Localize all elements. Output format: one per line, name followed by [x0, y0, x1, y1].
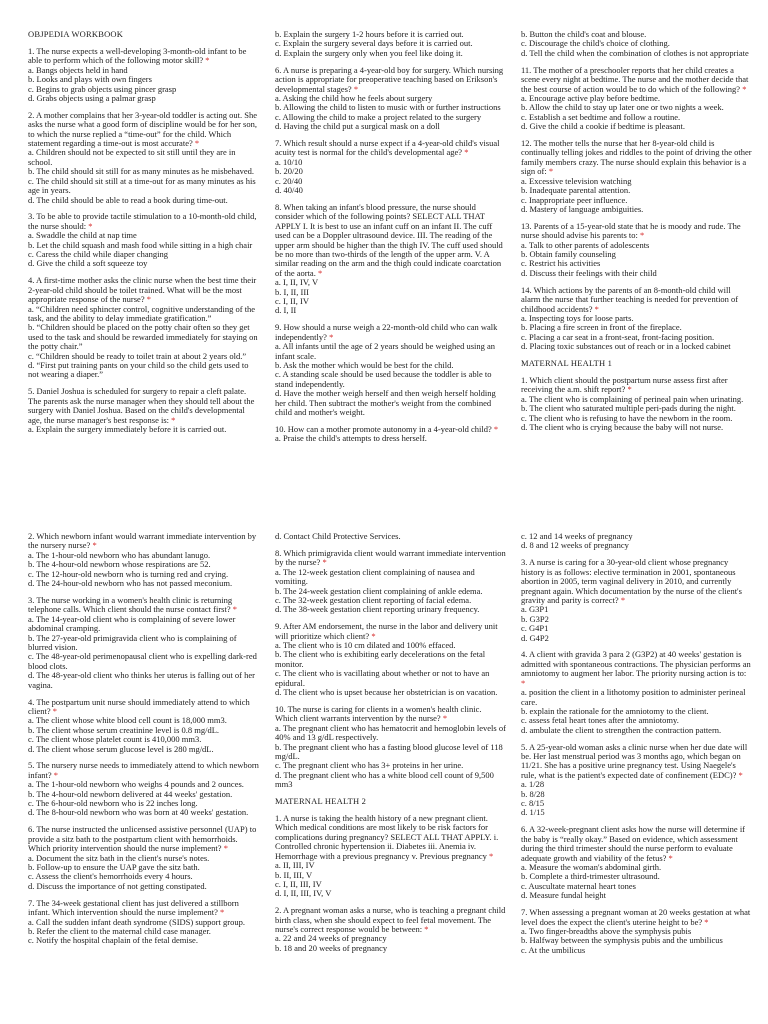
answer-option: b. Halfway between the symphysis pubis and the umbilicus	[521, 935, 723, 946]
question-stem	[28, 532, 259, 551]
answer-option: b. The 4-hour-old newborn delivered at 44 weeks' gestation.	[28, 788, 233, 799]
answer-option: b. The 24-week gestation client complaining of ankle edema.	[275, 585, 483, 596]
question	[521, 139, 752, 214]
question	[28, 212, 259, 268]
question-stem	[28, 212, 259, 231]
answer-option: d. The 8-hour-old newborn who was born at 40 weeks' gestation.	[28, 807, 249, 818]
answer-option: d. Give the child a cookie if bedtime is pleasant.	[521, 121, 686, 132]
answer-option: b. Obtain family counseling	[521, 249, 616, 260]
answer-option: c. The pregnant client who has 3+ proteins in her urine.	[275, 760, 464, 771]
question-stem	[28, 387, 259, 425]
answer-option: a. G3P1	[521, 604, 549, 615]
answer-option: d. 1/15	[521, 807, 545, 818]
question-text: 4. The postpartum unit nurse should immediately attend to which client?	[28, 696, 250, 716]
question-text: 5. The nursery nurse needs to immediately attend to which newborn infant?	[28, 760, 259, 780]
required-asterisk: *	[220, 907, 225, 918]
question	[28, 532, 259, 588]
question	[275, 203, 506, 316]
answer-option: b. 8/28	[521, 788, 545, 799]
answer-option: a. “Children need sphincter control, cognitive understanding of the task, and the ability to delay immediate gratification.”	[28, 303, 256, 323]
answer-option: d. The client who is crying because the baby will not nurse.	[521, 422, 724, 433]
answer-option: d. G4P2	[521, 632, 549, 643]
question-text: 11. The mother of a preschooler reports that her child creates a scene every night at bedtime. The nurse and the mother decide that the best course of action would be to do which of the following?	[521, 64, 749, 94]
required-asterisk: *	[322, 557, 327, 568]
required-asterisk: *	[548, 166, 554, 177]
answer-option: a. Two finger-breadths above the symphysis pubis	[521, 925, 692, 936]
answer-option: d. Mastery of language ambiguities.	[521, 203, 644, 214]
question	[521, 825, 752, 900]
answer-option: c. 20/40	[275, 175, 303, 186]
answer-option: d. The 38-week gestation client reporting urinary frequency.	[275, 604, 480, 615]
answer-option: b. The client whose serum creatinine level is 0.8 mg/dL.	[28, 724, 220, 735]
answer-option: d. Discuss their feelings with their child	[521, 267, 657, 278]
text-column	[28, 30, 259, 442]
answer-option: c. The client whose platelet count is 410,000 mm3.	[28, 734, 202, 745]
required-asterisk: *	[232, 604, 237, 615]
question-stem	[521, 66, 752, 94]
question-stem	[275, 139, 506, 158]
question-stem	[275, 323, 506, 342]
question-text: 10. How can a mother promote autonomy in a 4-year-old child?	[275, 423, 492, 434]
question-stem	[28, 111, 259, 149]
question-text: 5. A 25-year-old woman asks a clinic nurse when her due date will be. Her last menstrual period was 3 months ago, which began on 11/21. She has a positive urine pregnancy test. Using Naegele's rule, what is the patient's expected date of confinement (EDC)?	[521, 741, 748, 780]
question-stem	[275, 549, 506, 568]
question-text: 12. The mother tells the nurse that her 8-year-old child is continually telling jokes and riddles to the point of driving the other family members crazy. The nurse should explain this behavior is a sign of:	[521, 138, 752, 177]
question-text: 7. The 34-week gestational client has just delivered a stillborn infant. Which intervention should the nurse implement?	[28, 897, 239, 918]
required-asterisk: *	[329, 331, 334, 342]
question-stem	[28, 825, 259, 853]
question-text: 2. A pregnant woman asks a nurse, who is teaching a pregnant child birth class, when she should expect to feel fetal movement. The nurse's correct response would be between:	[275, 905, 506, 935]
answer-option: c. Auscultate maternal heart tones	[521, 880, 636, 891]
question-stem	[521, 139, 752, 177]
required-asterisk: *	[464, 147, 469, 158]
answer-option: b. Button the child's coat and blouse.	[521, 29, 647, 39]
lower-half	[0, 532, 768, 1002]
answer-option: c. G4P1	[521, 623, 549, 634]
answer-option: b. Refer the client to the maternal child case manager.	[28, 925, 211, 936]
answer-option: a. Measure the woman's abdominal girth.	[521, 862, 662, 872]
question-stem	[28, 47, 259, 66]
answer-option: a. Asking the child how he feels about surgery	[275, 92, 433, 103]
question-stem	[521, 376, 752, 395]
question-text: 6. A 32-week-pregnant client asks how the nurse will determine if the baby is “really okay.” Based on evidence, which assessment during the third trimester should the nurse perform to evaluate adequate growth and viability of the fetus?	[521, 824, 746, 863]
required-asterisk: *	[424, 924, 429, 935]
question-text: 6. The nurse instructed the unlicensed assistive personnel (UAP) to provide a sitz bath to the postpartum client with hemorrhoids. Which priority intervention should the nurse implement?	[28, 824, 257, 854]
question	[521, 743, 752, 818]
answer-option: d. The child should be able to read a book during time-out.	[28, 194, 228, 205]
answer-option: c. “Children should be ready to toilet train at about 2 years old.”	[28, 350, 247, 361]
required-asterisk: *	[442, 713, 448, 724]
question-stem	[521, 908, 752, 927]
question	[521, 286, 752, 352]
answer-option: c. I, II, III, IV	[275, 878, 322, 889]
answer-options-continued	[275, 30, 506, 58]
required-asterisk: *	[521, 677, 526, 688]
answer-option: c. The client who is refusing to have the newborn in the room.	[521, 412, 733, 423]
answer-option: b. Looks and plays with own fingers	[28, 74, 152, 85]
question-stem	[28, 899, 259, 918]
question-text: 2. Which newborn infant would warrant immediate intervention by the nursery nurse?	[28, 531, 257, 551]
answer-option: a. Bangs objects held in hand	[28, 64, 128, 75]
section-heading: MATERNAL HEALTH 2	[275, 796, 367, 807]
answer-option: b. G3P2	[521, 613, 549, 624]
question-stem	[275, 906, 506, 934]
answer-option: d. The pregnant client who has a white blood cell count of 9,500 mm3	[275, 769, 494, 790]
answer-option: c. Establish a set bedtime and follow a routine.	[521, 111, 681, 122]
answer-option: b. The client who saturated multiple peri-pads during the night.	[521, 403, 736, 414]
answer-option: b. explain the rationale for the amniotomy to the client.	[521, 705, 709, 716]
question-text: 7. When assessing a pregnant woman at 20 weeks gestation at what level does the expect the client's uterine height to be?	[521, 907, 751, 927]
answer-option: d. Grabs objects using a palmar grasp	[28, 92, 156, 103]
question-stem	[275, 705, 506, 724]
required-asterisk: *	[639, 230, 645, 241]
answer-option: c. Placing a car seat in a front-seat, front-facing position.	[521, 331, 715, 342]
answer-option: a. I, II, IV, V	[275, 277, 319, 288]
answer-option: c. The client who is vacillating about whether or not to have an epidural.	[275, 668, 490, 688]
answer-option: d. Give the child a soft squeeze toy	[28, 258, 148, 269]
answer-option: b. Allow the child to stay up later one or two nights a week.	[521, 102, 724, 113]
required-asterisk: *	[194, 138, 200, 149]
required-asterisk: *	[353, 83, 359, 94]
answer-option: a. The client who is 10 cm dilated and 100% effaced.	[275, 640, 456, 651]
question	[275, 705, 506, 790]
answer-option: b. The pregnant client who has a fasting blood glucose level of 118 mg/dL.	[275, 741, 503, 762]
question-text: 7. Which result should a nurse expect if a 4-year-old child's visual acuity test is normal for the child's developmental age?	[275, 138, 500, 158]
required-asterisk: *	[594, 303, 599, 314]
answer-option: d. 8 and 12 weeks of pregnancy	[521, 540, 629, 551]
answer-option: d. Have the mother weigh herself and then weigh herself holding her child. Then subtract the mother's weight from the combined child and mother's weight.	[275, 388, 496, 418]
question-text: 13. Parents of a 15-year-old state that he is moody and rude. The nurse should advise his parents to:	[521, 220, 741, 241]
answer-option: c. The 32-week gestation client reporting of facial edema.	[275, 594, 472, 605]
question-stem	[521, 286, 752, 314]
answer-option: d. ambulate the client to strengthen the contraction pattern.	[521, 724, 722, 735]
question-text: 6. A nurse is preparing a 4-year-old boy for surgery. Which nursing action is appropriate for preoperative teaching based on Erikson's developmental stages?	[275, 64, 504, 94]
answer-option: c. Discourage the child's choice of clothing.	[521, 38, 670, 49]
question	[521, 66, 752, 132]
required-asterisk: *	[704, 916, 709, 927]
answer-option: c. Inappropriate peer influence.	[521, 194, 628, 205]
answer-option: a. The client whose white blood cell count is 18,000 mm3.	[28, 715, 227, 726]
answer-options-continued	[521, 532, 752, 551]
question-text: 3. The nurse working in a women's health clinic is returning telephone calls. Which client should the nurse contact first?	[28, 594, 233, 615]
required-asterisk: *	[742, 83, 747, 94]
question-text: 9. How should a nurse weigh a 22-month-old child who can walk independently?	[275, 322, 498, 342]
question-stem	[275, 66, 506, 94]
question-stem	[521, 650, 752, 688]
answer-option: b. The 27-year-old primigravida client who is complaining of blurred vision.	[28, 632, 237, 652]
answer-option: c. A standing scale should be used because the toddler is able to stand independently.	[275, 369, 492, 389]
upper-half	[0, 30, 768, 500]
answer-option: c. Restrict his activities	[521, 258, 601, 269]
answer-option: c. The 48-year-old perimenopausal client who is expelling dark-red blood clots.	[28, 651, 257, 671]
required-asterisk: *	[92, 540, 97, 551]
answer-option: a. Talk to other parents of adolescents	[521, 239, 650, 250]
answer-option: b. II, III, V	[275, 869, 313, 880]
answer-option: a. The 1-hour-old newborn who weighs 4 pounds and 2 ounces.	[28, 779, 244, 790]
question-stem	[28, 276, 259, 304]
answer-option: d. “First put training pants on your child so the child gets used to not wearing a diaper.”	[28, 360, 249, 380]
answer-option: a. Call the sudden infant death syndrome (SIDS) support group.	[28, 916, 245, 927]
question	[28, 387, 259, 434]
question	[275, 549, 506, 615]
required-asterisk: *	[668, 852, 673, 863]
required-asterisk: *	[489, 850, 494, 861]
text-column	[28, 532, 259, 953]
question	[28, 899, 259, 946]
answer-option: a. 10/10	[275, 156, 303, 167]
answer-option: d. Explain the surgery only when you feel like doing it.	[275, 47, 463, 58]
question-stem	[275, 203, 506, 278]
answer-option: a. The client who is complaining of perineal pain when urinating.	[521, 393, 744, 404]
required-asterisk: *	[620, 594, 626, 605]
answer-option: b. “Children should be placed on the potty chair often so they get used to the task and should be rewarded immediately for staying on the potty chair.”	[28, 322, 258, 352]
answer-option: d. The 24-hour-old newborn who has not passed meconium.	[28, 578, 233, 589]
answer-option: d. Tell the child when the combination of clothes is not appropriate	[521, 47, 749, 58]
question	[521, 650, 752, 735]
question	[275, 622, 506, 697]
answer-option: a. II, III, IV	[275, 860, 315, 871]
question-stem	[28, 596, 259, 615]
answer-options-continued	[275, 532, 506, 541]
answer-option: b. The child should sit still for as many minutes as he misbehaved.	[28, 166, 255, 177]
answer-option: a. The pregnant client who has hematocrit and hemoglobin levels of 40% and 13 g/dL respectively.	[275, 722, 506, 743]
text-column	[521, 30, 752, 440]
answer-option: a. Explain the surgery immediately before it is carried out.	[28, 423, 227, 434]
answer-option: a. The 12-week gestation client complaining of nausea and vomiting.	[275, 566, 475, 587]
question	[28, 698, 259, 754]
question-text: 8. Which primigravida client would warrant immediate intervention by the nurse?	[275, 547, 506, 568]
answer-option: c. The child should sit still at a time-out for as many minutes as his age in years.	[28, 175, 256, 196]
question	[275, 139, 506, 195]
question	[275, 425, 506, 444]
question-text: 8. When taking an infant's blood pressure, the nurse should consider which of the following points? SELECT ALL THAT APPLY I. It is best to use an infant cuff on an infant II. The cuff used can be a Doppler ultrasound device. III. The reading of the upper arm should be higher than the thigh IV. The cuff used should be no more than two-thirds of the length of the upper arm. V. A similar reading on the arm and the thigh could indicate coarctation of the aorta.	[275, 202, 503, 278]
answer-option: a. position the client in a lithotomy position to administer perineal care.	[521, 687, 746, 707]
question	[275, 814, 506, 899]
question	[28, 596, 259, 690]
text-column	[521, 532, 752, 963]
workbook-title: OBJPEDIA WORKBOOK	[28, 29, 124, 39]
question-stem	[275, 814, 506, 861]
answer-option: c. The 12-hour-old newborn who is turning red and crying.	[28, 568, 229, 579]
question	[275, 323, 506, 417]
answer-option: c. Explain the surgery several days before it is carried out.	[275, 38, 473, 49]
question-text: 14. Which actions by the parents of an 8-month-old child will alarm the nurse that further teaching is needed for prevention of childhood accidents?	[521, 284, 739, 314]
answer-option: b. Explain the surgery 1-2 hours before it is carried out.	[275, 29, 464, 39]
answer-option: a. Document the sitz bath in the client's nurse's notes.	[28, 852, 210, 863]
answer-option: b. Inadequate parental attention.	[521, 185, 631, 196]
answer-option: b. The 4-hour-old newborn whose respirations are 52.	[28, 559, 211, 570]
answer-options-continued	[521, 30, 752, 58]
required-asterisk: *	[146, 294, 151, 305]
answer-option: b. Complete a third-trimester ultrasound.	[521, 871, 660, 882]
answer-option: c. The 6-hour-old newborn who is 22 inches long.	[28, 798, 198, 809]
question	[28, 276, 259, 379]
answer-option: c. 12 and 14 weeks of pregnancy	[521, 531, 633, 541]
question-text: 1. Which client should the postpartum nurse assess first after receiving the a.m. shift report?	[521, 375, 728, 395]
required-asterisk: *	[53, 769, 58, 780]
answer-option: a. 22 and 24 weeks of pregnancy	[275, 933, 387, 944]
question	[275, 906, 506, 953]
answer-option: a. The 14-year-old client who is complaining of severe lower abdominal cramping.	[28, 613, 236, 634]
answer-option: c. Assess the client's hemorrhoids every 4 hours.	[28, 871, 193, 882]
answer-option: c. Allowing the child to make a project related to the surgery	[275, 111, 482, 122]
question-stem	[521, 743, 752, 781]
section-heading: MATERNAL HEALTH 1	[521, 358, 613, 369]
text-column	[275, 30, 506, 451]
answer-option: a. All infants until the age of 2 years should be weighed using an infant scale.	[275, 341, 496, 361]
question-stem	[521, 558, 752, 605]
question-text: 1. A nurse is taking the health history of a new pregnant client. Which medical conditions are most likely to be risk factors for complications during pregnancy? SELECT ALL THAT APPLY. i. Controlled chronic hypertension ii. Diabetes iii. Anemia iv. Hemorrhage with a previous pregnancy v. Previous pregnancy	[275, 813, 499, 861]
question-text: 4. A first-time mother asks the clinic nurse when the best time their 2-year-old child should be toilet trained. What will be the most appropriate response of the nurse?	[28, 275, 257, 305]
question-text: 4. A client with gravida 3 para 2 (G3P2) at 40 weeks' gestation is admitted with spontaneous contractions. The physician performs an amniotomy to augment her labor. The priority nursing action is to:	[521, 649, 751, 679]
question-stem	[521, 825, 752, 863]
answer-option: a. Encourage active play before bedtime.	[521, 92, 661, 103]
question-stem	[521, 222, 752, 241]
question	[521, 222, 752, 278]
answer-option: b. The client who is exhibiting early decelerations on the fetal monitor.	[275, 649, 486, 669]
answer-option: d. Discuss the importance of not getting constipated.	[28, 880, 207, 891]
question-text: 3. A nurse is caring for a 30-year-old client whose pregnancy history is as follows: elective termination in 2001, spontaneous abortion in 2005, term vaginal delivery in 2010, and currently pregnant again. Which documentation by the nurse of the client's gravity and parity is correct?	[521, 557, 742, 605]
answer-option: c. At the umbilicus	[521, 944, 586, 955]
answer-option: d. Measure fundal height	[521, 890, 606, 901]
question	[28, 761, 259, 817]
required-asterisk: *	[205, 55, 210, 66]
question	[275, 66, 506, 132]
question-text: 10. The nurse is caring for clients in a women's health clinic. Which client warrants intervention by the nurse?	[275, 704, 482, 724]
answer-option: d. The client who is upset because her obstetrician is on vacation.	[275, 687, 498, 698]
required-asterisk: *	[171, 414, 176, 425]
text-column	[275, 532, 506, 961]
answer-option: a. Children should not be expected to sit still until they are in school.	[28, 147, 236, 167]
answer-option: a. Inspecting toys for loose parts.	[521, 312, 634, 323]
answer-option: b. Follow-up to ensure the UAP gave the sitz bath.	[28, 862, 200, 872]
question	[521, 908, 752, 955]
answer-option: c. Caress the child while diaper changing	[28, 249, 168, 260]
answer-option: d. I, II, III, IV, V	[275, 888, 332, 899]
answer-option: b. 18 and 20 weeks of pregnancy	[275, 942, 388, 953]
question-stem	[275, 622, 506, 641]
required-asterisk: *	[493, 423, 499, 434]
required-asterisk: *	[738, 769, 743, 780]
answer-option: d. Having the child put a surgical mask on a doll	[275, 121, 440, 132]
question	[28, 111, 259, 205]
answer-option: d. The client whose serum glucose level is 280 mg/dL.	[28, 743, 214, 754]
answer-option: a. Excessive television watching	[521, 175, 632, 186]
answer-option: c. Notify the hospital chaplain of the fetal demise.	[28, 935, 198, 946]
question-text: 5. Daniel Joshua is scheduled for surgery to repair a cleft palate. The parents ask the nurse manager when they should tell about the surgery with Daniel Joshua. Based on the child's developmental age, the nurse manager's best response is:	[28, 386, 255, 425]
answer-option: d. 40/40	[275, 185, 303, 196]
answer-option: d. Contact Child Protective Services.	[275, 531, 401, 541]
answer-option: b. Let the child squash and mash food while sitting in a high chair	[28, 239, 253, 250]
question-stem	[28, 698, 259, 717]
answer-option: a. Praise the child's attempts to dress herself.	[275, 433, 427, 444]
answer-option: d. The 48-year-old client who thinks her uterus is falling out of her vagina.	[28, 670, 255, 690]
question-text: 2. A mother complains that her 3-year-old toddler is acting out. She asks the nurse what a good form of discipline would be for her son, to which the nurse replied a “time-out” for the child. Which statement regarding a time-out is most accurate?	[28, 109, 258, 149]
required-asterisk: *	[223, 843, 228, 854]
answer-option: c. 8/15	[521, 798, 545, 809]
question-stem	[28, 761, 259, 780]
question-text: 3. To be able to provide tactile stimulation to a 10-month-old child, the nurse should:	[28, 211, 257, 231]
answer-option: c. Begins to grab objects using pincer grasp	[28, 83, 177, 94]
answer-option: c. assess fetal heart tones after the amniotomy.	[521, 715, 679, 726]
question	[521, 558, 752, 643]
question	[28, 825, 259, 891]
question-text: 1. The nurse expects a well-developing 3-month-old infant to be able to perform which of the following motor skill?	[28, 45, 247, 66]
required-asterisk: *	[52, 705, 58, 716]
answer-option: a. Swaddle the child at nap time	[28, 230, 137, 241]
answer-option: d. I, II	[275, 305, 297, 316]
answer-option: b. Ask the mother which would be best for the child.	[275, 360, 454, 370]
answer-option: b. Placing a fire screen in front of the fireplace.	[521, 322, 682, 333]
required-asterisk: *	[317, 267, 323, 278]
question	[521, 376, 752, 432]
answer-option: d. Placing toxic substances out of reach or in a locked cabinet	[521, 341, 731, 352]
answer-option: c. I, II, IV	[275, 296, 309, 307]
required-asterisk: *	[627, 384, 632, 395]
answer-option: a. 1/28	[521, 779, 545, 790]
answer-option: b. Allowing the child to listen to music with or further instructions	[275, 102, 501, 113]
answer-option: b. I, II, III	[275, 286, 309, 297]
answer-option: b. 20/20	[275, 166, 303, 177]
answer-option: a. The 1-hour-old newborn who has abundant lanugo.	[28, 549, 211, 560]
question	[28, 47, 259, 103]
required-asterisk: *	[88, 220, 93, 231]
question-text: 9. After AM endorsement, the nurse in the labor and delivery unit will prioritize which client?	[275, 621, 498, 641]
required-asterisk: *	[371, 630, 376, 641]
